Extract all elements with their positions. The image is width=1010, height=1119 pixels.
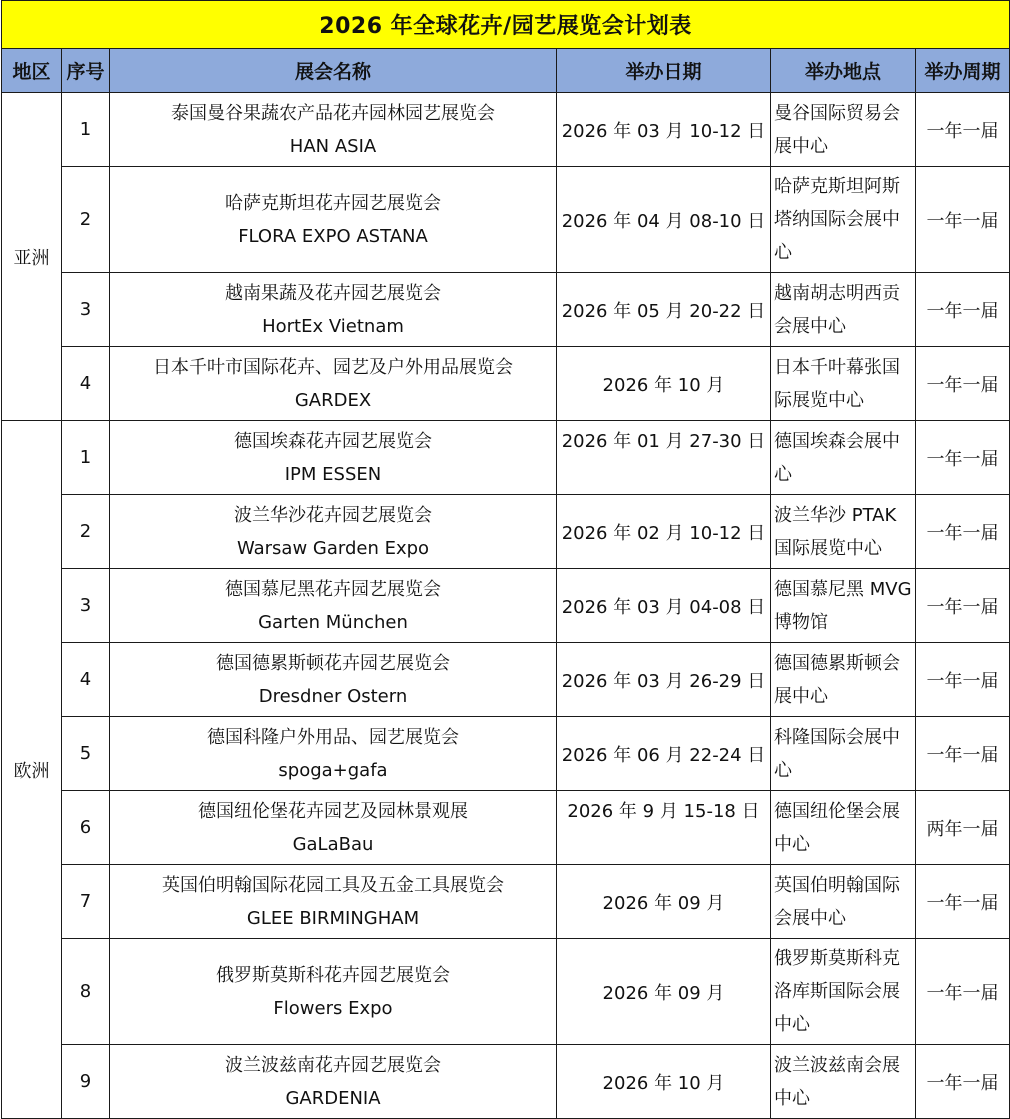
venue-cell: 越南胡志明西贡会展中心 bbox=[771, 273, 916, 347]
table-row bbox=[2, 1045, 1010, 1119]
name-cn: 泰国曼谷果蔬农产品花卉园林园艺展览会 bbox=[171, 102, 495, 124]
date-cell: 2026 年 10 月 bbox=[557, 347, 771, 421]
period-cell: 一年一届 bbox=[916, 939, 1010, 1045]
name-cell bbox=[110, 717, 557, 791]
header-row bbox=[2, 49, 1010, 93]
name-en: GARDENIA bbox=[285, 1087, 381, 1109]
venue-cell: 德国埃森会展中心 bbox=[771, 421, 916, 495]
name-en: spoga+gafa bbox=[278, 759, 388, 781]
name-cn: 德国科隆户外用品、园艺展览会 bbox=[207, 726, 459, 748]
seq-cell: 2 bbox=[62, 167, 110, 273]
name-cn: 德国埃森花卉园艺展览会 bbox=[234, 430, 432, 452]
venue-cell: 英国伯明翰国际会展中心 bbox=[771, 865, 916, 939]
name-cn: 波兰波兹南花卉园艺展览会 bbox=[225, 1054, 441, 1076]
period-cell: 一年一届 bbox=[916, 865, 1010, 939]
region-europe: 欧洲 bbox=[2, 421, 62, 1119]
venue-cell: 俄罗斯莫斯科克洛库斯国际会展中心 bbox=[771, 939, 916, 1045]
header-region: 地区 bbox=[2, 49, 62, 93]
period-cell: 一年一届 bbox=[916, 421, 1010, 495]
period-cell: 一年一届 bbox=[916, 495, 1010, 569]
name-en: IPM ESSEN bbox=[284, 463, 382, 485]
table-row bbox=[2, 495, 1010, 569]
seq-cell: 6 bbox=[62, 791, 110, 865]
period-cell: 一年一届 bbox=[916, 717, 1010, 791]
header-name: 展会名称 bbox=[110, 49, 557, 93]
period-cell: 两年一届 bbox=[916, 791, 1010, 865]
seq-cell: 4 bbox=[62, 643, 110, 717]
name-cell bbox=[110, 495, 557, 569]
seq-cell: 8 bbox=[62, 939, 110, 1045]
name-cn: 俄罗斯莫斯科花卉园艺展览会 bbox=[216, 964, 450, 986]
header-date: 举办日期 bbox=[557, 49, 771, 93]
name-cell bbox=[110, 865, 557, 939]
date-cell: 2026 年 04 月 08-10 日 bbox=[557, 167, 771, 273]
name-cn: 波兰华沙花卉园艺展览会 bbox=[234, 504, 432, 526]
name-cell bbox=[110, 273, 557, 347]
seq-cell: 1 bbox=[62, 421, 110, 495]
venue-cell: 哈萨克斯坦阿斯塔纳国际会展中心 bbox=[771, 167, 916, 273]
date-cell: 2026 年 9 月 15-18 日 bbox=[557, 791, 771, 865]
name-en: GaLaBau bbox=[292, 833, 374, 855]
name-cell bbox=[110, 167, 557, 273]
period-cell: 一年一届 bbox=[916, 1045, 1010, 1119]
name-cn: 德国德累斯顿花卉园艺展览会 bbox=[216, 652, 450, 674]
date-cell: 2026 年 03 月 26-29 日 bbox=[557, 643, 771, 717]
header-venue: 举办地点 bbox=[771, 49, 916, 93]
venue-cell: 波兰华沙 PTAK 国际展览中心 bbox=[771, 495, 916, 569]
date-cell: 2026 年 03 月 10-12 日 bbox=[557, 93, 771, 167]
exhibition-table bbox=[1, 0, 1010, 1119]
table-row bbox=[2, 167, 1010, 273]
name-cell bbox=[110, 1045, 557, 1119]
name-cn: 越南果蔬及花卉园艺展览会 bbox=[225, 282, 441, 304]
name-cell bbox=[110, 421, 557, 495]
name-cell bbox=[110, 939, 557, 1045]
name-cn: 英国伯明翰国际花园工具及五金工具展览会 bbox=[162, 874, 504, 896]
table-row bbox=[2, 791, 1010, 865]
name-en: GARDEX bbox=[294, 389, 372, 411]
date-cell: 2026 年 10 月 bbox=[557, 1045, 771, 1119]
venue-cell: 波兰波兹南会展中心 bbox=[771, 1045, 916, 1119]
name-en: Flowers Expo bbox=[273, 997, 393, 1019]
name-cn: 哈萨克斯坦花卉园艺展览会 bbox=[225, 192, 441, 214]
venue-cell: 日本千叶幕张国际展览中心 bbox=[771, 347, 916, 421]
date-cell: 2026 年 03 月 04-08 日 bbox=[557, 569, 771, 643]
name-cn: 德国慕尼黑花卉园艺展览会 bbox=[225, 578, 441, 600]
seq-cell: 4 bbox=[62, 347, 110, 421]
header-seq: 序号 bbox=[62, 49, 110, 93]
name-cell bbox=[110, 93, 557, 167]
seq-cell: 7 bbox=[62, 865, 110, 939]
name-en: HortEx Vietnam bbox=[262, 315, 404, 337]
period-cell: 一年一届 bbox=[916, 347, 1010, 421]
table-row bbox=[2, 717, 1010, 791]
table-row bbox=[2, 93, 1010, 167]
name-en: GLEE BIRMINGHAM bbox=[246, 907, 420, 929]
table-row bbox=[2, 273, 1010, 347]
date-cell: 2026 年 02 月 10-12 日 bbox=[557, 495, 771, 569]
table-row bbox=[2, 865, 1010, 939]
date-cell: 2026 年 09 月 bbox=[557, 939, 771, 1045]
name-en: FLORA EXPO ASTANA bbox=[238, 225, 428, 247]
table-row bbox=[2, 421, 1010, 495]
date-cell: 2026 年 01 月 27-30 日 bbox=[557, 421, 771, 495]
table-row bbox=[2, 569, 1010, 643]
table-row bbox=[2, 643, 1010, 717]
name-cell bbox=[110, 347, 557, 421]
table-title: 2026 年全球花卉/园艺展览会计划表 bbox=[2, 1, 1010, 49]
seq-cell: 9 bbox=[62, 1045, 110, 1119]
name-cell bbox=[110, 643, 557, 717]
region-asia: 亚洲 bbox=[2, 93, 62, 421]
period-cell: 一年一届 bbox=[916, 93, 1010, 167]
name-en: Warsaw Garden Expo bbox=[236, 537, 430, 559]
period-cell: 一年一届 bbox=[916, 569, 1010, 643]
seq-cell: 3 bbox=[62, 569, 110, 643]
seq-cell: 3 bbox=[62, 273, 110, 347]
table-row bbox=[2, 347, 1010, 421]
name-cell bbox=[110, 569, 557, 643]
name-en: Garten München bbox=[258, 611, 408, 633]
name-en: Dresdner Ostern bbox=[258, 685, 408, 707]
table-row bbox=[2, 939, 1010, 1045]
seq-cell: 2 bbox=[62, 495, 110, 569]
venue-cell: 科隆国际会展中心 bbox=[771, 717, 916, 791]
name-cn: 德国纽伦堡花卉园艺及园林景观展 bbox=[198, 800, 468, 822]
date-cell: 2026 年 09 月 bbox=[557, 865, 771, 939]
venue-cell: 德国慕尼黑 MVG 博物馆 bbox=[771, 569, 916, 643]
name-cell bbox=[110, 791, 557, 865]
period-cell: 一年一届 bbox=[916, 643, 1010, 717]
venue-cell: 德国纽伦堡会展中心 bbox=[771, 791, 916, 865]
header-period: 举办周期 bbox=[916, 49, 1010, 93]
name-cn: 日本千叶市国际花卉、园艺及户外用品展览会 bbox=[153, 356, 513, 378]
seq-cell: 1 bbox=[62, 93, 110, 167]
date-cell: 2026 年 05 月 20-22 日 bbox=[557, 273, 771, 347]
date-cell: 2026 年 06 月 22-24 日 bbox=[557, 717, 771, 791]
venue-cell: 德国德累斯顿会展中心 bbox=[771, 643, 916, 717]
seq-cell: 5 bbox=[62, 717, 110, 791]
name-en: HAN ASIA bbox=[289, 135, 377, 157]
period-cell: 一年一届 bbox=[916, 167, 1010, 273]
period-cell: 一年一届 bbox=[916, 273, 1010, 347]
venue-cell: 曼谷国际贸易会展中心 bbox=[771, 93, 916, 167]
